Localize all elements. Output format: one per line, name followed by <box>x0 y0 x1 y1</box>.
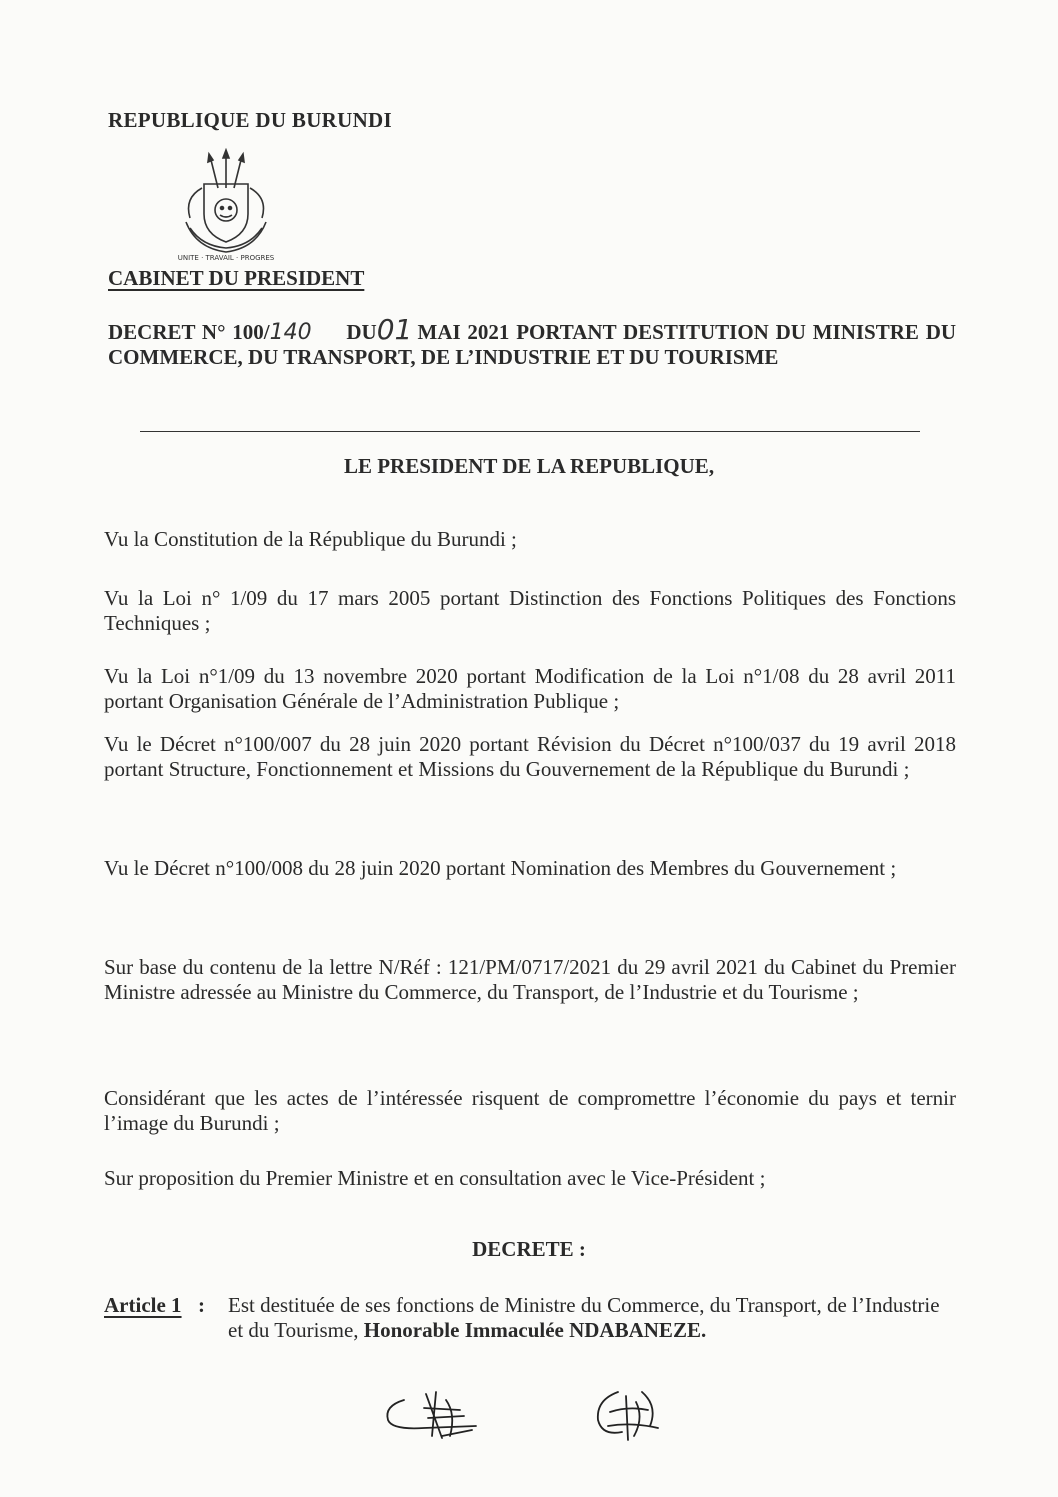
president-heading: LE PRESIDENT DE LA REPUBLIQUE, <box>343 454 715 478</box>
paragraph-lettre: Sur base du contenu de la lettre N/Réf : 121/PM/0717/2021 du 29 avril 2021 du Cabinet du Premier Ministre adressée au Ministre du Commerce, du Transport, de l’Industrie et du Tourisme ; <box>104 955 956 1004</box>
paragraph-considerant: Considérant que les actes de l’intéressée risquent de compromettre l’économie du pays et ternir l’image du Burundi ; <box>104 1086 956 1135</box>
decree-title <box>108 313 957 369</box>
decree-prefix: DECRET N° 100/ <box>108 320 270 344</box>
article-1-colon: : <box>198 1293 205 1317</box>
title-divider <box>140 431 920 432</box>
paragraph-decret-008: Vu le Décret n°100/008 du 28 juin 2020 portant Nomination des Membres du Gouvernement ; <box>104 856 897 880</box>
paragraph-constitution: Vu la Constitution de la République du Burundi ; <box>104 527 517 551</box>
paragraph-proposition: Sur proposition du Premier Ministre et en consultation avec le Vice-Président ; <box>104 1166 766 1190</box>
decree-du: DU <box>346 320 377 344</box>
decree-day-handwritten: 01 <box>376 313 413 346</box>
paragraph-loi-2005: Vu la Loi n° 1/09 du 17 mars 2005 portant Distinction des Fonctions Politiques des Fonctions Techniques ; <box>104 586 956 635</box>
paragraph-decret-007: Vu le Décret n°100/007 du 28 juin 2020 portant Révision du Décret n°100/037 du 19 avril 2018 portant Structure, Fonctionnement et Missions du Gouvernement de la République du Burundi ; <box>104 732 956 781</box>
decree-title-rest: MAI 2021 PORTANT DESTITUTION DU MINISTRE DU COMMERCE, DU TRANSPORT, DE L’INDUSTRIE ET DU TOURISME <box>108 320 957 369</box>
article-1-text <box>228 1293 952 1343</box>
article-1-body: Est destituée de ses fonctions de Ministre du Commerce, du Transport, de l’Industrie et du Tourisme, <box>228 1293 940 1342</box>
cabinet-heading: CABINET DU PRESIDENT <box>108 266 365 290</box>
decrete-heading: DECRETE : <box>472 1237 586 1261</box>
coat-motto: UNITE · TRAVAIL · PROGRES <box>177 254 275 262</box>
country-heading: REPUBLIQUE DU BURUNDI <box>108 108 392 132</box>
signature-initial-icon <box>380 1386 490 1446</box>
paragraph-loi-2020: Vu la Loi n°1/09 du 13 novembre 2020 portant Modification de la Loi n°1/08 du 28 avril 2011 portant Organisation Générale de l’Administration Publique ; <box>104 664 956 713</box>
signature-paraph-icon <box>588 1382 668 1446</box>
decree-number-handwritten: 140 <box>269 320 312 345</box>
article-1-name: Honorable Immaculée NDABANEZE. <box>363 1318 707 1342</box>
coat-of-arms-icon <box>176 148 276 264</box>
article-1-label: Article 1 <box>104 1293 182 1317</box>
